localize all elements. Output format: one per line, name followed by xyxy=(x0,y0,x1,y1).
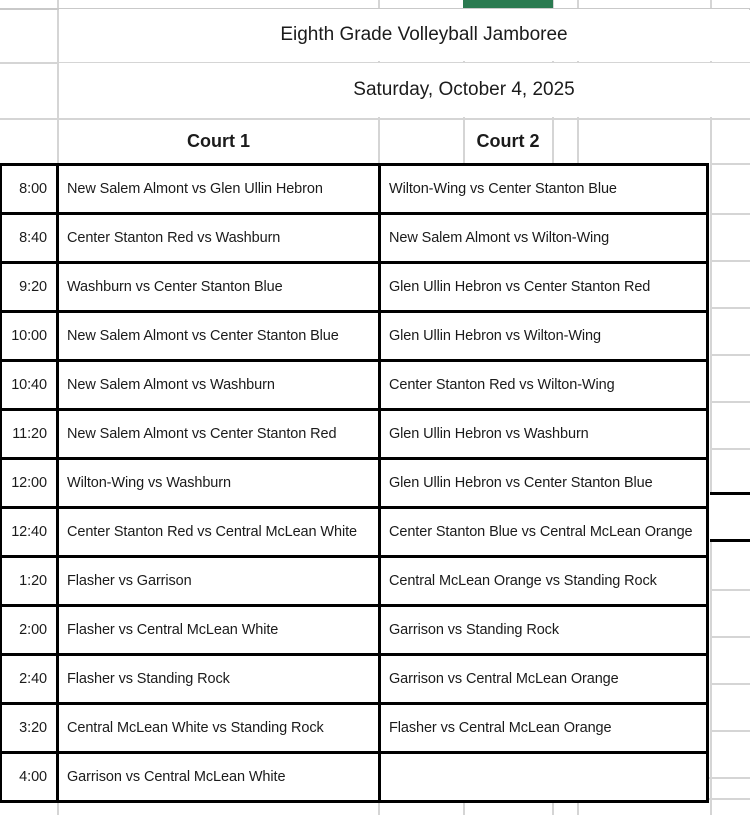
schedule-row xyxy=(1,410,708,459)
court1-match-cell[interactable]: Flasher vs Garrison xyxy=(58,557,380,606)
gridline-horizontal xyxy=(710,213,750,215)
time-cell[interactable]: 12:00 xyxy=(1,459,58,508)
time-cell[interactable]: 12:40 xyxy=(1,508,58,557)
court1-match-cell[interactable]: New Salem Almont vs Center Stanton Blue xyxy=(58,312,380,361)
court1-match-cell[interactable]: New Salem Almont vs Center Stanton Red xyxy=(58,410,380,459)
court1-match-cell[interactable]: Flasher vs Standing Rock xyxy=(58,655,380,704)
gridline-horizontal xyxy=(710,730,750,732)
schedule-row xyxy=(1,165,708,214)
schedule-row xyxy=(1,704,708,753)
court1-match-cell[interactable]: Washburn vs Center Stanton Blue xyxy=(58,263,380,312)
time-cell[interactable]: 2:00 xyxy=(1,606,58,655)
gridline-horizontal xyxy=(710,683,750,685)
court2-match-cell[interactable]: Central McLean Orange vs Standing Rock xyxy=(380,557,708,606)
time-cell[interactable]: 11:20 xyxy=(1,410,58,459)
court1-match-cell[interactable]: New Salem Almont vs Washburn xyxy=(58,361,380,410)
court1-header-label: Court 1 xyxy=(187,130,250,151)
gridline-horizontal xyxy=(710,163,750,165)
gridline-horizontal xyxy=(710,354,750,356)
court1-match-cell[interactable]: Garrison vs Central McLean White xyxy=(58,753,380,802)
time-cell[interactable]: 10:00 xyxy=(1,312,58,361)
schedule-row xyxy=(1,312,708,361)
schedule-row xyxy=(1,606,708,655)
court2-match-cell[interactable]: Center Stanton Red vs Wilton-Wing xyxy=(380,361,708,410)
court1-match-cell[interactable]: Center Stanton Red vs Washburn xyxy=(58,214,380,263)
gridline-horizontal xyxy=(710,260,750,262)
schedule-table xyxy=(0,163,709,803)
title-cell[interactable] xyxy=(59,9,749,61)
time-cell[interactable]: 10:40 xyxy=(1,361,58,410)
court2-match-cell[interactable]: New Salem Almont vs Wilton-Wing xyxy=(380,214,708,263)
court2-match-cell[interactable]: Wilton-Wing vs Center Stanton Blue xyxy=(380,165,708,214)
time-cell[interactable]: 1:20 xyxy=(1,557,58,606)
schedule-row xyxy=(1,459,708,508)
court2-header-cell[interactable] xyxy=(465,119,551,163)
court1-match-cell[interactable]: Wilton-Wing vs Washburn xyxy=(58,459,380,508)
gridline-horizontal xyxy=(710,307,750,309)
schedule-row xyxy=(1,753,708,802)
court2-match-cell[interactable]: Glen Ullin Hebron vs Center Stanton Red xyxy=(380,263,708,312)
court1-match-cell[interactable]: Central McLean White vs Standing Rock xyxy=(58,704,380,753)
schedule-row xyxy=(1,361,708,410)
schedule-row xyxy=(1,655,708,704)
court2-match-cell[interactable]: Glen Ullin Hebron vs Center Stanton Blue xyxy=(380,459,708,508)
selection-indicator-bar xyxy=(463,0,553,8)
schedule-body xyxy=(1,165,708,802)
schedule-row xyxy=(1,508,708,557)
court2-match-cell[interactable]: Glen Ullin Hebron vs Washburn xyxy=(380,410,708,459)
gridline-horizontal xyxy=(710,636,750,638)
court2-match-cell[interactable]: Garrison vs Standing Rock xyxy=(380,606,708,655)
court1-match-cell[interactable]: New Salem Almont vs Glen Ullin Hebron xyxy=(58,165,380,214)
schedule-row xyxy=(1,214,708,263)
schedule-row xyxy=(1,263,708,312)
court1-header-cell[interactable] xyxy=(59,119,378,163)
court2-match-cell[interactable]: Glen Ullin Hebron vs Wilton-Wing xyxy=(380,312,708,361)
court2-empty-cell[interactable] xyxy=(380,753,708,802)
page-title: Eighth Grade Volleyball Jamboree xyxy=(280,24,568,45)
schedule-row xyxy=(1,557,708,606)
court2-header-label: Court 2 xyxy=(476,130,540,151)
court1-match-cell[interactable]: Center Stanton Red vs Central McLean White xyxy=(58,508,380,557)
date-cell[interactable] xyxy=(59,63,750,117)
court2-match-cell[interactable]: Garrison vs Central McLean Orange xyxy=(380,655,708,704)
gridline-horizontal xyxy=(710,448,750,450)
extended-cell-fill xyxy=(710,495,750,539)
time-cell[interactable]: 4:00 xyxy=(1,753,58,802)
gridline-horizontal xyxy=(710,589,750,591)
gridline-vertical xyxy=(710,0,712,815)
gridline-horizontal xyxy=(710,401,750,403)
time-cell[interactable]: 8:40 xyxy=(1,214,58,263)
time-cell[interactable]: 8:00 xyxy=(1,165,58,214)
extended-cell-border xyxy=(710,539,750,542)
time-cell[interactable]: 3:20 xyxy=(1,704,58,753)
court1-match-cell[interactable]: Flasher vs Central McLean White xyxy=(58,606,380,655)
court2-match-cell[interactable]: Flasher vs Central McLean Orange xyxy=(380,704,708,753)
time-cell[interactable]: 9:20 xyxy=(1,263,58,312)
court2-match-cell[interactable]: Center Stanton Blue vs Central McLean Orange xyxy=(380,508,708,557)
date-label: Saturday, October 4, 2025 xyxy=(353,79,575,100)
time-cell[interactable]: 2:40 xyxy=(1,655,58,704)
